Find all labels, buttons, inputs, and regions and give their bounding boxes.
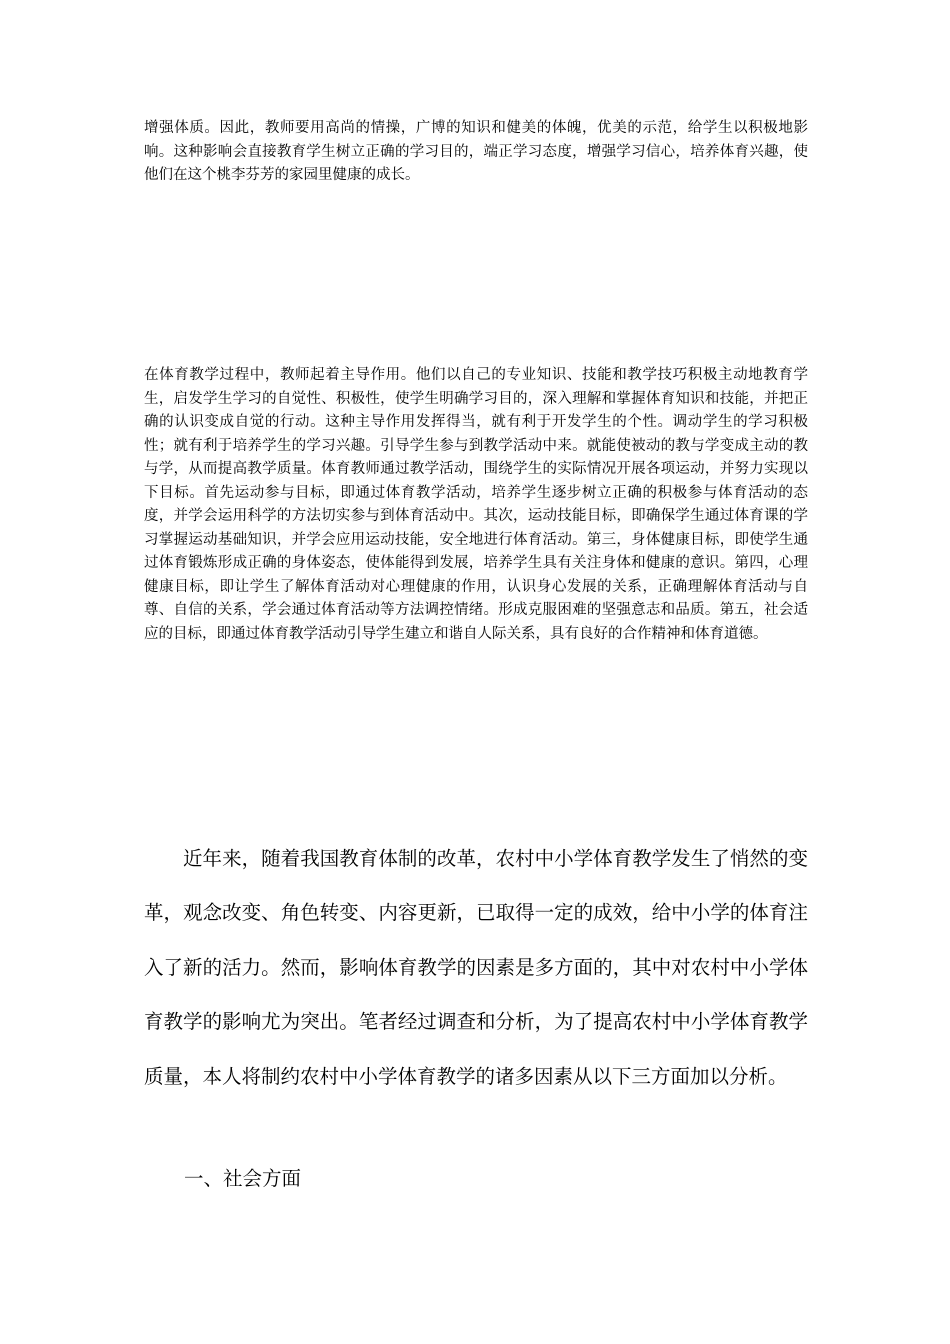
section-heading: 一、社会方面 [184, 1167, 302, 1190]
paragraph-teaching-goals: 在体育教学过程中，教师起着主导作用。他们以自己的专业知识、技能和教学技巧积极主动地教育学生，启发学生学习的自觉性、积极性，使学生明确学习目的，深入理解和掌握体育知识和技能，并把正确的认识变成自觉的行动。这种主导作用发挥得当，就有利于开发学生的个性。调动学生的学习积极性；就有利于培养学生的学习兴趣。引导学生参与到教学活动中来。就能使被动的教与学变成主动的教与学，从而提高教学质量。体育教师通过教学活动，围绕学生的实际情况开展各项运动，并努力实现以下目标。首先运动参与目标，即通过体育教学活动，培养学生逐步树立正确的积极参与体育活动的态度，并学会运用科学的方法切实参与到体育活动中。其次，运动技能目标，即确保学生通过体育课的学习掌握运动基础知识，并学会应用运动技能，安全地进行体育活动。第三，身体健康目标，即使学生通过体育锻炼形成正确的身体姿态，使体能得到发展，培养学生具有关注身体和健康的意识。第四，心理健康目标，即让学生了解体育活动对心理健康的作用，认识身心发展的关系，正确理解体育活动与自尊、自信的关系，学会通过体育活动等方法调控情绪。形成克服困难的坚强意志和品质。第五，社会适应的目标，即通过体育教学活动引导学生建立和谐自人际关系，具有良好的合作精神和体育道德。 [144, 367, 808, 642]
paragraph-introduction: 近年来，随着我国教育体制的改革，农村中小学体育教学发生了悄然的变革，观念改变、角色转变、内容更新，已取得一定的成效，给中小学的体育注入了新的活力。然而，影响体育教学的因素是多方面的，其中对农村中小学体育教学的影响尤为突出。笔者经过调查和分析，为了提高农村中小学体育教学质量，本人将制约农村中小学体育教学的诸多因素从以下三方面加以分析。 [144, 847, 808, 1088]
paragraph-teacher-influence: 增强体质。因此，教师要用高尚的情操，广博的知识和健美的体魄，优美的示范，给学生以积极地影响。这种影响会直接教育学生树立正确的学习目的，端正学习态度，增强学习信心，培养体育兴趣，使他们在这个桃李芬芳的家园里健康的成长。 [144, 120, 808, 183]
